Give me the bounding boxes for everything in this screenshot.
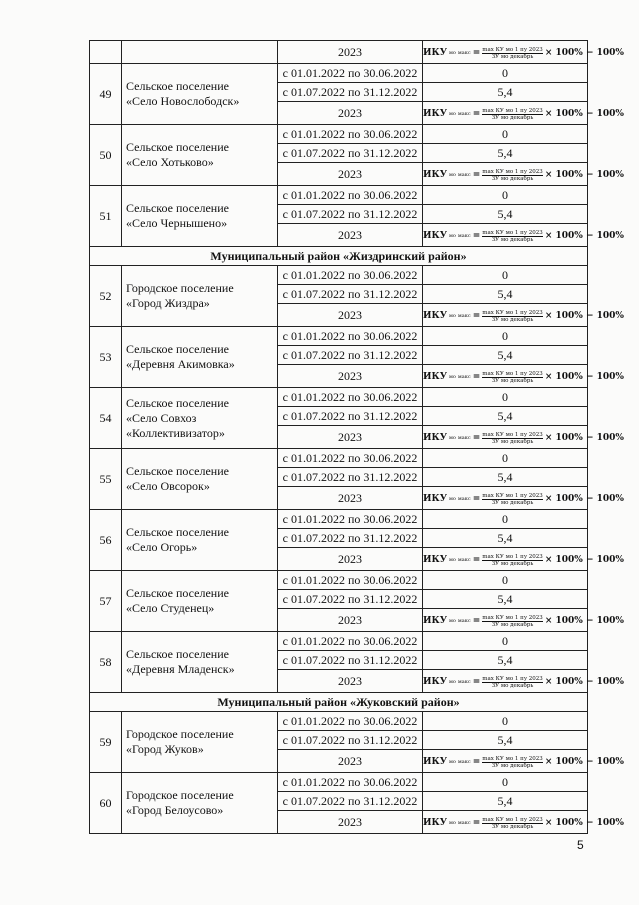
formula-fraction — [482, 310, 543, 323]
settlement-name-line: «Город Белоусово» — [126, 803, 224, 817]
formula-denominator: ЗУ мо декабрь — [491, 377, 534, 384]
period-first-half: с 01.01.2022 по 30.06.2022 — [278, 388, 423, 407]
settlement-name-line: «Город Жуков» — [126, 742, 204, 756]
formula-lhs: ИКУ — [423, 493, 447, 504]
formula-denominator: ЗУ мо декабрь — [491, 560, 534, 567]
row-number: 57 — [90, 571, 122, 632]
formula-numerator: max КУ мо 1 пу 2023 — [482, 553, 543, 560]
settlement-name-line: «Село Хотьково» — [126, 155, 214, 169]
table-row — [90, 632, 588, 651]
table-row — [90, 186, 588, 205]
formula-tail: × 100% − 100% — [544, 310, 624, 321]
period-second-half: с 01.07.2022 по 31.12.2022 — [278, 651, 423, 670]
formula-cell — [423, 365, 624, 388]
formula-denominator: ЗУ мо декабрь — [491, 438, 534, 445]
formula-equals: = — [472, 817, 481, 828]
formula — [423, 553, 624, 568]
formula-numerator: max КУ мо 1 пу 2023 — [482, 816, 543, 823]
formula-fraction — [482, 756, 543, 769]
settlement-name-line: «Село Студенец» — [126, 601, 215, 615]
formula-lhs-sup: мо — [449, 373, 456, 380]
formula-fraction — [482, 371, 543, 384]
formula — [423, 309, 624, 324]
formula-lhs-sup: мо — [449, 49, 456, 56]
settlement-name-line: Сельское поселение — [126, 464, 229, 478]
formula-lhs-sup: мо — [449, 495, 456, 502]
settlement-name-line: Сельское поселение — [126, 586, 229, 600]
formula-equals: = — [472, 169, 481, 180]
formula-denominator: ЗУ мо декабрь — [491, 114, 534, 121]
settlement-name-line: Сельское поселение — [126, 525, 229, 539]
formula-lhs-sub: макс — [457, 434, 471, 441]
formula-lhs: ИКУ — [423, 554, 447, 565]
formula-numerator: max КУ мо 1 пу 2023 — [482, 492, 543, 499]
settlement-name — [122, 632, 278, 693]
period-year: 2023 — [278, 163, 423, 186]
period-second-half: с 01.07.2022 по 31.12.2022 — [278, 346, 423, 365]
formula-cell — [423, 670, 624, 693]
value-second-half: 5,4 — [423, 529, 588, 548]
formula-lhs: ИКУ — [423, 108, 447, 119]
period-year: 2023 — [278, 102, 423, 125]
value-first-half: 0 — [423, 186, 588, 205]
formula-denominator: ЗУ мо декабрь — [491, 762, 534, 769]
settlement-name-line: Сельское поселение — [126, 342, 229, 356]
formula-lhs-sub: макс — [457, 678, 471, 685]
formula — [423, 675, 624, 690]
formula-cell — [423, 609, 624, 632]
formula-numerator: max КУ мо 1 пу 2023 — [482, 309, 543, 316]
period-second-half: с 01.07.2022 по 31.12.2022 — [278, 529, 423, 548]
period-year: 2023 — [278, 224, 423, 247]
value-first-half: 0 — [423, 449, 588, 468]
formula-fraction — [482, 493, 543, 506]
table-row — [90, 449, 588, 468]
value-second-half: 5,4 — [423, 590, 588, 609]
formula-tail: × 100% − 100% — [544, 493, 624, 504]
formula-numerator: max КУ мо 1 пу 2023 — [482, 46, 543, 53]
formula-fraction — [482, 108, 543, 121]
period-year: 2023 — [278, 426, 423, 449]
formula-denominator: ЗУ мо декабрь — [491, 236, 534, 243]
formula-lhs-sub: макс — [457, 556, 471, 563]
formula-tail: × 100% − 100% — [544, 230, 624, 241]
period-first-half: с 01.01.2022 по 30.06.2022 — [278, 773, 423, 792]
period-second-half: с 01.07.2022 по 31.12.2022 — [278, 285, 423, 304]
formula-tail: × 100% − 100% — [544, 817, 624, 828]
value-second-half: 5,4 — [423, 792, 588, 811]
value-first-half: 0 — [423, 632, 588, 651]
formula-lhs: ИКУ — [423, 756, 447, 767]
settlement-name — [122, 712, 278, 773]
formula-denominator: ЗУ мо декабрь — [491, 316, 534, 323]
period-first-half: с 01.01.2022 по 30.06.2022 — [278, 327, 423, 346]
period-second-half: с 01.07.2022 по 31.12.2022 — [278, 731, 423, 750]
formula — [423, 431, 624, 446]
formula-equals: = — [472, 432, 481, 443]
formula-tail: × 100% − 100% — [544, 756, 624, 767]
settlement-name-line: «Село Огорь» — [126, 540, 198, 554]
value-first-half: 0 — [423, 571, 588, 590]
formula-cell — [423, 304, 624, 327]
formula-numerator: max КУ мо 1 пу 2023 — [482, 370, 543, 377]
period-second-half: с 01.07.2022 по 31.12.2022 — [278, 205, 423, 224]
formula — [423, 168, 624, 183]
settlement-name-line: «Город Жиздра» — [126, 296, 210, 310]
formula — [423, 46, 624, 61]
row-number: 52 — [90, 266, 122, 327]
formula-numerator: max КУ мо 1 пу 2023 — [482, 107, 543, 114]
formula-tail: × 100% − 100% — [544, 108, 624, 119]
settlement-name — [122, 449, 278, 510]
formula-fraction — [482, 676, 543, 689]
settlement-name-line: «Село Чернышено» — [126, 216, 228, 230]
settlement-name — [122, 64, 278, 125]
period-year: 2023 — [278, 365, 423, 388]
formula-lhs-sub: макс — [457, 617, 471, 624]
settlement-name-line: «Деревня Акимовка» — [126, 357, 235, 371]
formula-equals: = — [472, 310, 481, 321]
value-second-half: 5,4 — [423, 731, 588, 750]
settlement-name — [122, 186, 278, 247]
formula-numerator: max КУ мо 1 пу 2023 — [482, 614, 543, 621]
settlement-name-line: Сельское поселение — [126, 79, 229, 93]
formula-numerator: max КУ мо 1 пу 2023 — [482, 755, 543, 762]
formula-lhs-sup: мо — [449, 434, 456, 441]
formula-cell — [423, 426, 624, 449]
period-second-half: с 01.07.2022 по 31.12.2022 — [278, 468, 423, 487]
row-number: 49 — [90, 64, 122, 125]
formula-cell — [423, 811, 624, 834]
formula-fraction — [482, 817, 543, 830]
formula-denominator: ЗУ мо декабрь — [491, 823, 534, 830]
formula-tail: × 100% − 100% — [544, 432, 624, 443]
value-second-half: 5,4 — [423, 205, 588, 224]
formula-cell — [423, 163, 624, 186]
row-number: 60 — [90, 773, 122, 834]
period-first-half: с 01.01.2022 по 30.06.2022 — [278, 186, 423, 205]
formula-lhs: ИКУ — [423, 432, 447, 443]
formula-equals: = — [472, 676, 481, 687]
formula-cell — [423, 102, 624, 125]
settlement-name-line: «Деревня Младенск» — [126, 662, 235, 676]
period-first-half: с 01.01.2022 по 30.06.2022 — [278, 571, 423, 590]
value-first-half: 0 — [423, 266, 588, 285]
formula-fraction — [482, 169, 543, 182]
formula-equals: = — [472, 371, 481, 382]
settlement-name — [122, 266, 278, 327]
settlement-name-cell — [122, 41, 278, 64]
period-first-half: с 01.01.2022 по 30.06.2022 — [278, 510, 423, 529]
settlement-name-line: «Село Овсорок» — [126, 479, 210, 493]
formula-lhs-sub: макс — [457, 312, 471, 319]
formula-cell — [423, 41, 624, 64]
row-number: 59 — [90, 712, 122, 773]
table-row — [90, 125, 588, 144]
formula-equals: = — [472, 615, 481, 626]
formula-lhs: ИКУ — [423, 371, 447, 382]
period-first-half: с 01.01.2022 по 30.06.2022 — [278, 449, 423, 468]
district-header-row — [90, 247, 588, 266]
formula — [423, 107, 624, 122]
value-second-half: 5,4 — [423, 346, 588, 365]
value-first-half: 0 — [423, 712, 588, 731]
formula-lhs: ИКУ — [423, 230, 447, 241]
row-number: 53 — [90, 327, 122, 388]
formula-numerator: max КУ мо 1 пу 2023 — [482, 675, 543, 682]
table-body — [90, 41, 624, 834]
period-second-half: с 01.07.2022 по 31.12.2022 — [278, 407, 423, 426]
formula-lhs-sup: мо — [449, 312, 456, 319]
settlement-name-line: «Коллективизатор» — [126, 425, 225, 440]
row-number-cell — [90, 41, 122, 64]
formula-lhs-sub: макс — [457, 232, 471, 239]
formula-cell — [423, 224, 624, 247]
value-second-half: 5,4 — [423, 285, 588, 304]
tariff-table — [89, 40, 624, 834]
table-row — [90, 773, 588, 792]
formula-cell — [423, 750, 624, 773]
value-first-half: 0 — [423, 510, 588, 529]
table-row — [90, 712, 588, 731]
formula-lhs: ИКУ — [423, 615, 447, 626]
formula-equals: = — [472, 756, 481, 767]
settlement-name — [122, 327, 278, 388]
formula-fraction — [482, 230, 543, 243]
value-second-half: 5,4 — [423, 83, 588, 102]
page-number: 5 — [577, 838, 584, 852]
formula-lhs-sub: макс — [457, 171, 471, 178]
formula-lhs-sub: макс — [457, 495, 471, 502]
period-second-half: с 01.07.2022 по 31.12.2022 — [278, 83, 423, 102]
period-second-half: с 01.07.2022 по 31.12.2022 — [278, 590, 423, 609]
formula-lhs-sup: мо — [449, 678, 456, 685]
formula-denominator: ЗУ мо декабрь — [491, 175, 534, 182]
value-first-half: 0 — [423, 327, 588, 346]
period-second-half: с 01.07.2022 по 31.12.2022 — [278, 792, 423, 811]
formula-cell — [423, 548, 624, 571]
value-first-half: 0 — [423, 773, 588, 792]
value-first-half: 0 — [423, 388, 588, 407]
table-row — [90, 64, 588, 83]
settlement-name — [122, 571, 278, 632]
settlement-name-line: Городское поселение — [126, 281, 234, 295]
settlement-name-line: Городское поселение — [126, 727, 234, 741]
period-year: 2023 — [278, 750, 423, 773]
formula-tail: × 100% − 100% — [544, 615, 624, 626]
value-first-half: 0 — [423, 64, 588, 83]
settlement-name-line: Сельское поселение — [126, 395, 229, 410]
table-row — [90, 327, 588, 346]
formula-fraction — [482, 47, 543, 60]
period-first-half: с 01.01.2022 по 30.06.2022 — [278, 632, 423, 651]
formula-numerator: max КУ мо 1 пу 2023 — [482, 431, 543, 438]
row-number: 51 — [90, 186, 122, 247]
formula-tail: × 100% − 100% — [544, 554, 624, 565]
district-title: Муниципальный район «Жиздринский район» — [90, 247, 588, 266]
formula-lhs-sub: макс — [457, 758, 471, 765]
formula-fraction — [482, 615, 543, 628]
formula-fraction — [482, 554, 543, 567]
settlement-name-line: Сельское поселение — [126, 647, 229, 661]
formula-equals: = — [472, 47, 481, 58]
formula-lhs-sub: макс — [457, 110, 471, 117]
period-year: 2023 — [278, 670, 423, 693]
formula-lhs: ИКУ — [423, 817, 447, 828]
formula-denominator: ЗУ мо декабрь — [491, 53, 534, 60]
period-second-half: с 01.07.2022 по 31.12.2022 — [278, 144, 423, 163]
formula-lhs: ИКУ — [423, 169, 447, 180]
period-first-half: с 01.01.2022 по 30.06.2022 — [278, 266, 423, 285]
formula-numerator: max КУ мо 1 пу 2023 — [482, 168, 543, 175]
formula-fraction — [482, 432, 543, 445]
formula-lhs-sub: макс — [457, 373, 471, 380]
formula — [423, 229, 624, 244]
value-second-half: 5,4 — [423, 144, 588, 163]
period-year: 2023 — [278, 487, 423, 510]
formula-lhs-sup: мо — [449, 617, 456, 624]
formula-lhs: ИКУ — [423, 47, 447, 58]
value-first-half: 0 — [423, 125, 588, 144]
settlement-name — [122, 388, 278, 449]
formula-lhs: ИКУ — [423, 310, 447, 321]
value-second-half: 5,4 — [423, 468, 588, 487]
row-number: 56 — [90, 510, 122, 571]
formula-lhs-sup: мо — [449, 819, 456, 826]
formula-tail: × 100% − 100% — [544, 371, 624, 382]
settlement-name — [122, 773, 278, 834]
formula-equals: = — [472, 554, 481, 565]
district-header-row — [90, 693, 588, 712]
formula-lhs-sub: макс — [457, 49, 471, 56]
formula-lhs-sup: мо — [449, 171, 456, 178]
value-second-half: 5,4 — [423, 407, 588, 426]
formula-equals: = — [472, 493, 481, 504]
period-year: 2023 — [278, 304, 423, 327]
table-row — [90, 571, 588, 590]
period-first-half: с 01.01.2022 по 30.06.2022 — [278, 64, 423, 83]
row-number: 58 — [90, 632, 122, 693]
settlement-name — [122, 510, 278, 571]
district-title: Муниципальный район «Жуковский район» — [90, 693, 588, 712]
period-first-half: с 01.01.2022 по 30.06.2022 — [278, 125, 423, 144]
row-number: 55 — [90, 449, 122, 510]
settlement-name-line: Городское поселение — [126, 788, 234, 802]
formula-tail: × 100% − 100% — [544, 676, 624, 687]
formula-equals: = — [472, 230, 481, 241]
formula-tail: × 100% − 100% — [544, 47, 624, 58]
formula-equals: = — [472, 108, 481, 119]
formula-lhs-sup: мо — [449, 110, 456, 117]
period-cell: 2023 — [278, 41, 423, 64]
settlement-name-line: «Село Совхоз — [126, 410, 197, 425]
formula-numerator: max КУ мо 1 пу 2023 — [482, 229, 543, 236]
period-year: 2023 — [278, 548, 423, 571]
formula-denominator: ЗУ мо декабрь — [491, 682, 534, 689]
table-row — [90, 388, 588, 407]
formula — [423, 370, 624, 385]
formula-lhs-sup: мо — [449, 232, 456, 239]
formula — [423, 816, 624, 831]
formula-denominator: ЗУ мо декабрь — [491, 621, 534, 628]
formula-cell — [423, 487, 624, 510]
value-second-half: 5,4 — [423, 651, 588, 670]
period-year: 2023 — [278, 609, 423, 632]
period-first-half: с 01.01.2022 по 30.06.2022 — [278, 712, 423, 731]
period-year: 2023 — [278, 811, 423, 834]
settlement-name-line: Сельское поселение — [126, 140, 229, 154]
formula-denominator: ЗУ мо декабрь — [491, 499, 534, 506]
formula — [423, 614, 624, 629]
formula-lhs-sub: макс — [457, 819, 471, 826]
table-row — [90, 266, 588, 285]
table-row — [90, 41, 588, 64]
formula-tail: × 100% − 100% — [544, 169, 624, 180]
formula — [423, 492, 624, 507]
settlement-name-line: «Село Новослободск» — [126, 94, 240, 108]
formula-lhs-sup: мо — [449, 556, 456, 563]
row-number: 54 — [90, 388, 122, 449]
row-number: 50 — [90, 125, 122, 186]
settlement-name-line: Сельское поселение — [126, 201, 229, 215]
formula-lhs-sup: мо — [449, 758, 456, 765]
settlement-name — [122, 125, 278, 186]
table-row — [90, 510, 588, 529]
formula — [423, 755, 624, 770]
formula-lhs: ИКУ — [423, 676, 447, 687]
